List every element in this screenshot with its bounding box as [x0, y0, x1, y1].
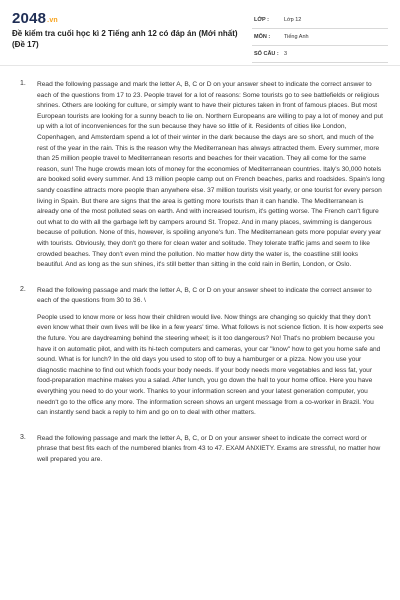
- page-title: Đề kiểm tra cuối học kì 2 Tiếng anh 12 có đáp án (Mới nhất) (Đề 17): [12, 29, 238, 49]
- question-text: Read the following passage and mark the letter A, B, C or D on your answer sheet to indicate the correct answer to each of the questions from 17 to 23. People travel for a lot of reasons: Some tourists go to see battlefields or religious shrines. Others are looking for culture, or simply want to have their pictures taken in front of famous places. But most European tourists are looking for a sunny beach to lie on. Northern Europeans are willing to pay a lot of money and put up with a lot of inconveniences for the sun because they have so little of it. Residents of cities like London, Copenhagen, and Amsterdam spend a lot of their winter in the dark because the days are so short, and much of the rest of the year in the rain. This is the reason why the Mediterranean has always attracted them. Every summer, more than 25 million people travel to Mediterranean resorts and beaches for their vacation. They all come for the same reason, sun! The huge crowds mean lots of money for the economies of Mediterranean countries. Italy's 30,000 hotels are booked solid every summer. And 13 million people camp out on French beaches, parks and roadsides. Spain's long sandy coastline attracts more people than anywhere else. 37 million tourists visit yearly, or one tourist for every person living in Spain. But there are signs that the area is getting more tourists than it can handle. The Mediterranean is already one of the most polluted seas on earth. And with increased tourism, it's getting worse. The French can't figure out what to do with all the garbage left by campers around St. Tropez. And in many places, swimming is dangerous because of pollution. None of this, however, is spoiling anyone's fun. The Mediterranean gets more popular every year with tourists. Obviously, they don't go there for clean water and solitude. They tolerate traffic jams and seem to like crowded beaches. They don't even mind the pollution. No matter how dirty the water is, the coastline still looks beautiful. And as long as the sun shines, it's still better than sitting in the cold rain in Berlin, London, or Oslo.: [37, 81, 385, 269]
- question-number: 2.: [20, 285, 26, 293]
- question-list: [0, 76, 400, 600]
- question-text: Read the following passage and mark the letter A, B, C or D on your answer sheet to indicate the correct answer to each of the questions from 30 to 36. \: [37, 286, 372, 305]
- exam-meta-table: [252, 12, 388, 63]
- meta-value: 3: [284, 51, 288, 57]
- logo-text: 2048: [12, 10, 47, 27]
- meta-label: LỚP :: [254, 17, 269, 23]
- site-logo[interactable]: [12, 10, 58, 27]
- meta-row-subject: [252, 29, 388, 46]
- question-text: Read the following passage and mark the letter A, B, C, or D on your answer sheet to indicate the correct word or phrase that best fits each of the numbered blanks from 43 to 47. EXAM ANXIETY. Exams are stressful, no matter how well prepared you are.: [37, 434, 381, 463]
- page-header: [0, 0, 400, 66]
- question-item: [0, 434, 400, 466]
- meta-value: Lớp 12: [284, 17, 302, 23]
- meta-value: Tiếng Anh: [284, 34, 309, 40]
- question-passage: People used to know more or less how their children would live. Now things are changing so quickly that they don't even know what their own lives will be like in a few years' time. What follows is not science fiction. It is how experts see the future. You are daydreaming behind the steering wheel; is it too dangerous? No! That's no problem because you have it on automatic pilot, and with its hi-tech computers and cameras, your car "know" how to get you home safe and sound. What is for lunch? In the old days you used to stop off to buy a hamburger or a pizza. Now you use your diagnostic machine to find out which foods your body needs. If your body needs more vegetables and less fat, your food-preparation machine makes you a salad. After lunch, you go down the hall to your home office. Here you have everything you need to do your work. Thanks to your information screen and your latest generation computer, you needn't go to the office any more. The information screen shows an urgent message from a co-worker in Brazil. You can instantly send back a reply to him and go on to deal with other matters.: [37, 313, 384, 417]
- meta-label: SỐ CÂU :: [254, 51, 279, 57]
- logo-suffix: .vn: [47, 17, 58, 24]
- question-number: 3.: [20, 433, 26, 441]
- meta-row-question-count: [252, 46, 388, 63]
- meta-row-class: [252, 12, 388, 29]
- question-number: 1.: [20, 80, 26, 87]
- question-item: [0, 80, 400, 271]
- question-item: [0, 286, 400, 419]
- meta-label: MÔN :: [254, 34, 271, 40]
